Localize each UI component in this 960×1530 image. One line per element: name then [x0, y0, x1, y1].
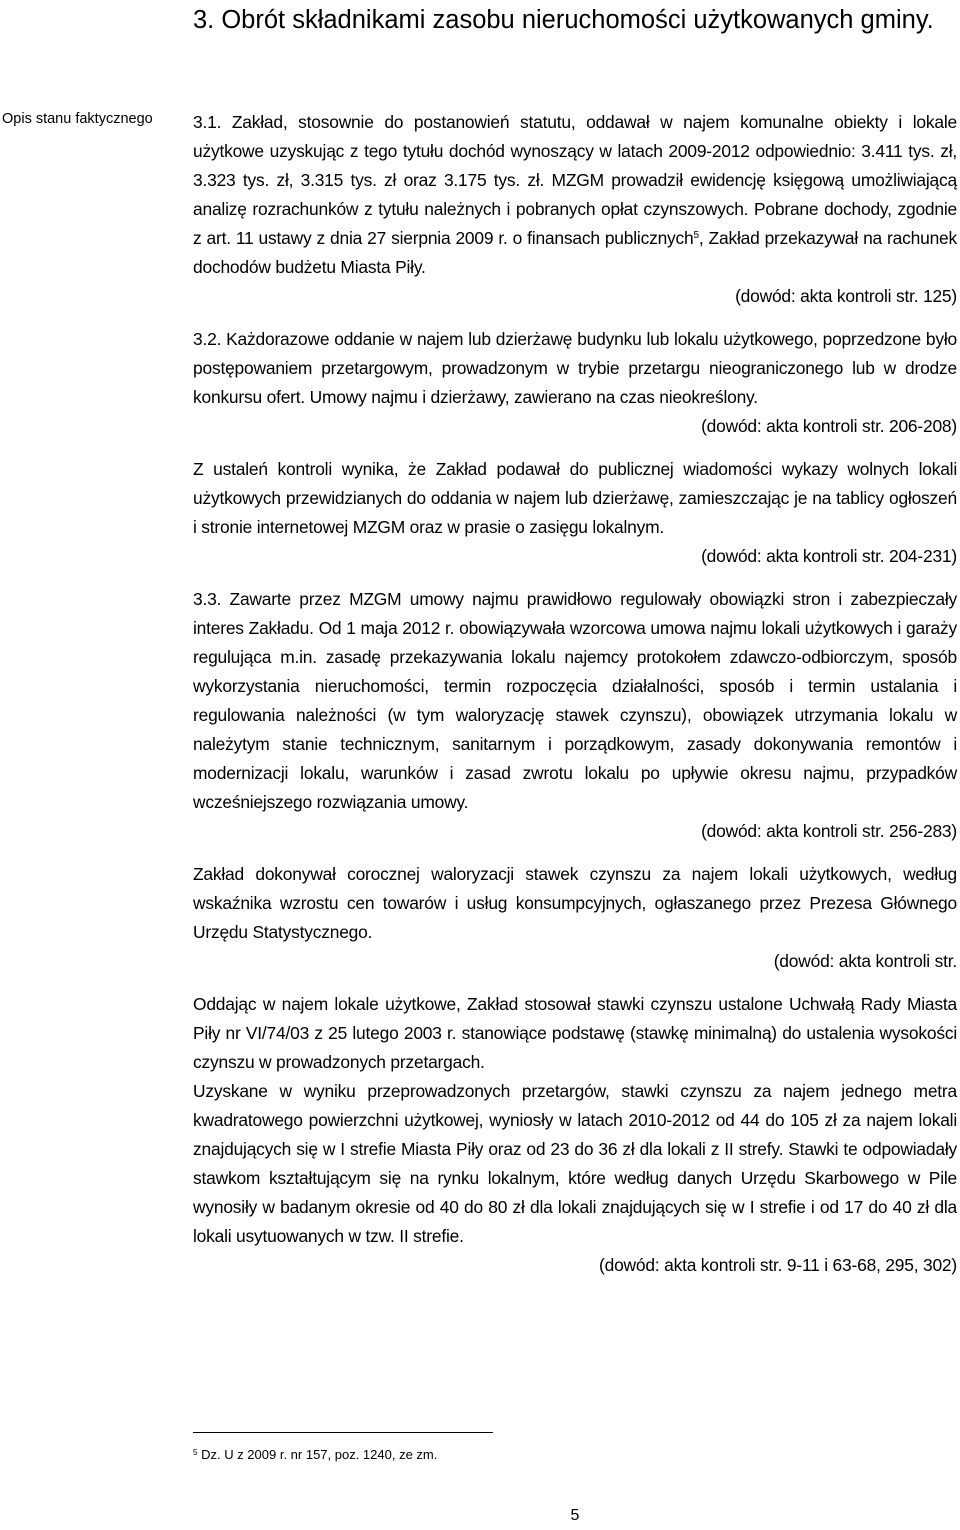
section-heading: 3. Obrót składnikami zasobu nieruchomości użytkowanych gminy.	[193, 6, 934, 34]
paragraph-3-2: 3.2. Każdorazowe oddanie w najem lub dzierżawę budynku lub lokalu użytkowego, poprzedzone było postępowaniem przetargowym, prowadzonym w trybie przetargu nieograniczonego lub w drodze konkursu ofert. Umowy najmu i dzierżawy, zawierano na czas nieokreślony.	[193, 329, 957, 407]
paragraph-valorization: Zakład dokonywał corocznej waloryzacji stawek czynszu za najem lokali użytkowych, według wskaźnika wzrostu cen towarów i usług konsumpcyjnych, ogłaszanego przez Prezesa Głównego Urzędu Statystycznego.	[193, 864, 957, 942]
evidence-reference: (dowód: akta kontroli str. 125)	[735, 286, 957, 306]
evidence-reference: (dowód: akta kontroli str.	[773, 951, 957, 971]
paragraph-3-1-text: 3.1. Zakład, stosownie do postanowień statutu, oddawał w najem komunalne obiekty i lokale użytkowe uzyskując z tego tytułu dochód wynoszący w latach 2009-2012 odpowiednio: 3.411 tys. zł, 3.323 tys. zł, 3.315 tys. zł oraz 3.175 tys. zł. MZGM prowadził ewidencję księgową umożliwiającą analizę rozrachunków z tytułu należnych i pobranych opłat czynszowych. Pobrane dochody, zgodnie z art. 11 ustawy z dnia 27 sierpnia 2009 r. o finansach publicznych	[193, 112, 957, 248]
footnote-number: 5	[193, 1448, 198, 1457]
footnote-reference: 5	[693, 230, 699, 241]
paragraph-3-3: 3.3. Zawarte przez MZGM umowy najmu prawidłowo regulowały obowiązki stron i zabezpieczały interes Zakładu. Od 1 maja 2012 r. obowiązywała wzorcowa umowa najmu lokali użytkowych i garaży regulująca m.in. zasadę przekazywania lokalu najemcy protokołem zdawczo-odbiorczym, sposób wykorzystania nieruchomości, termin rozpoczęcia działalności, sposób i termin ustalania i regulowania należności (w tym waloryzację stawek czynszu), obowiązek utrzymania lokalu w należytym stanie technicznym, sanitarnym i porządkowym, zasady dokonywania remontów i modernizacji lokalu, warunków i zasad zwrotu lokalu po upływie okresu najmu, przypadków wcześniejszego rozwiązania umowy.	[193, 589, 957, 812]
footnote	[193, 1446, 437, 1464]
evidence-reference: (dowód: akta kontroli str. 256-283)	[701, 821, 957, 841]
evidence-reference: (dowód: akta kontroli str. 204-231)	[701, 546, 957, 566]
evidence-reference: (dowód: akta kontroli str. 206-208)	[701, 416, 957, 436]
paragraph-publication: Z ustaleń kontroli wynika, że Zakład podawał do publicznej wiadomości wykazy wolnych lokali użytkowych przewidzianych do oddania w najem lub dzierżawę, zamieszczając je na tablicy ogłoszeń i stronie internetowej MZGM oraz w prasie o zasięgu lokalnym.	[193, 459, 957, 537]
paragraph-rates: Oddając w najem lokale użytkowe, Zakład stosował stawki czynszu ustalone Uchwałą Rady Miasta Piły nr VI/74/03 z 25 lutego 2003 r. stanowiące podstawę (stawkę minimalną) do ustalenia wysokości czynszu w prowadzonych przetargach.	[193, 994, 957, 1072]
paragraph-3-1	[193, 108, 957, 282]
side-label: Opis stanu faktycznego	[2, 111, 153, 127]
paragraph-tender-results: Uzyskane w wyniku przeprowadzonych przetargów, stawki czynszu za najem jednego metra kwadratowego powierzchni użytkowej, wyniosły w latach 2010-2012 od 44 do 105 zł za najem lokali znajdujących się w I strefie Miasta Piły oraz od 23 do 36 zł dla lokali z II strefy. Stawki te odpowiadały stawkom kształtującym się na rynku lokalnym, które według danych Urzędu Skarbowego w Pile wynosiły w badanym okresie od 40 do 80 zł dla lokali znajdujących się w I strefie i od 17 do 40 zł dla lokali usytuowanych w tzw. II strefie.	[193, 1081, 957, 1246]
paragraph-3-1-tail: , Zakład przekazywał na rachunek dochodów budżetu Miasta Piły.	[193, 228, 958, 277]
footnote-text: Dz. U z 2009 r. nr 157, poz. 1240, ze zm.	[201, 1447, 438, 1462]
footnote-separator	[193, 1432, 493, 1433]
page-number: 5	[570, 1507, 580, 1524]
document-body	[193, 108, 957, 1280]
evidence-reference: (dowód: akta kontroli str. 9-11 i 63-68, 295, 302)	[599, 1255, 957, 1275]
